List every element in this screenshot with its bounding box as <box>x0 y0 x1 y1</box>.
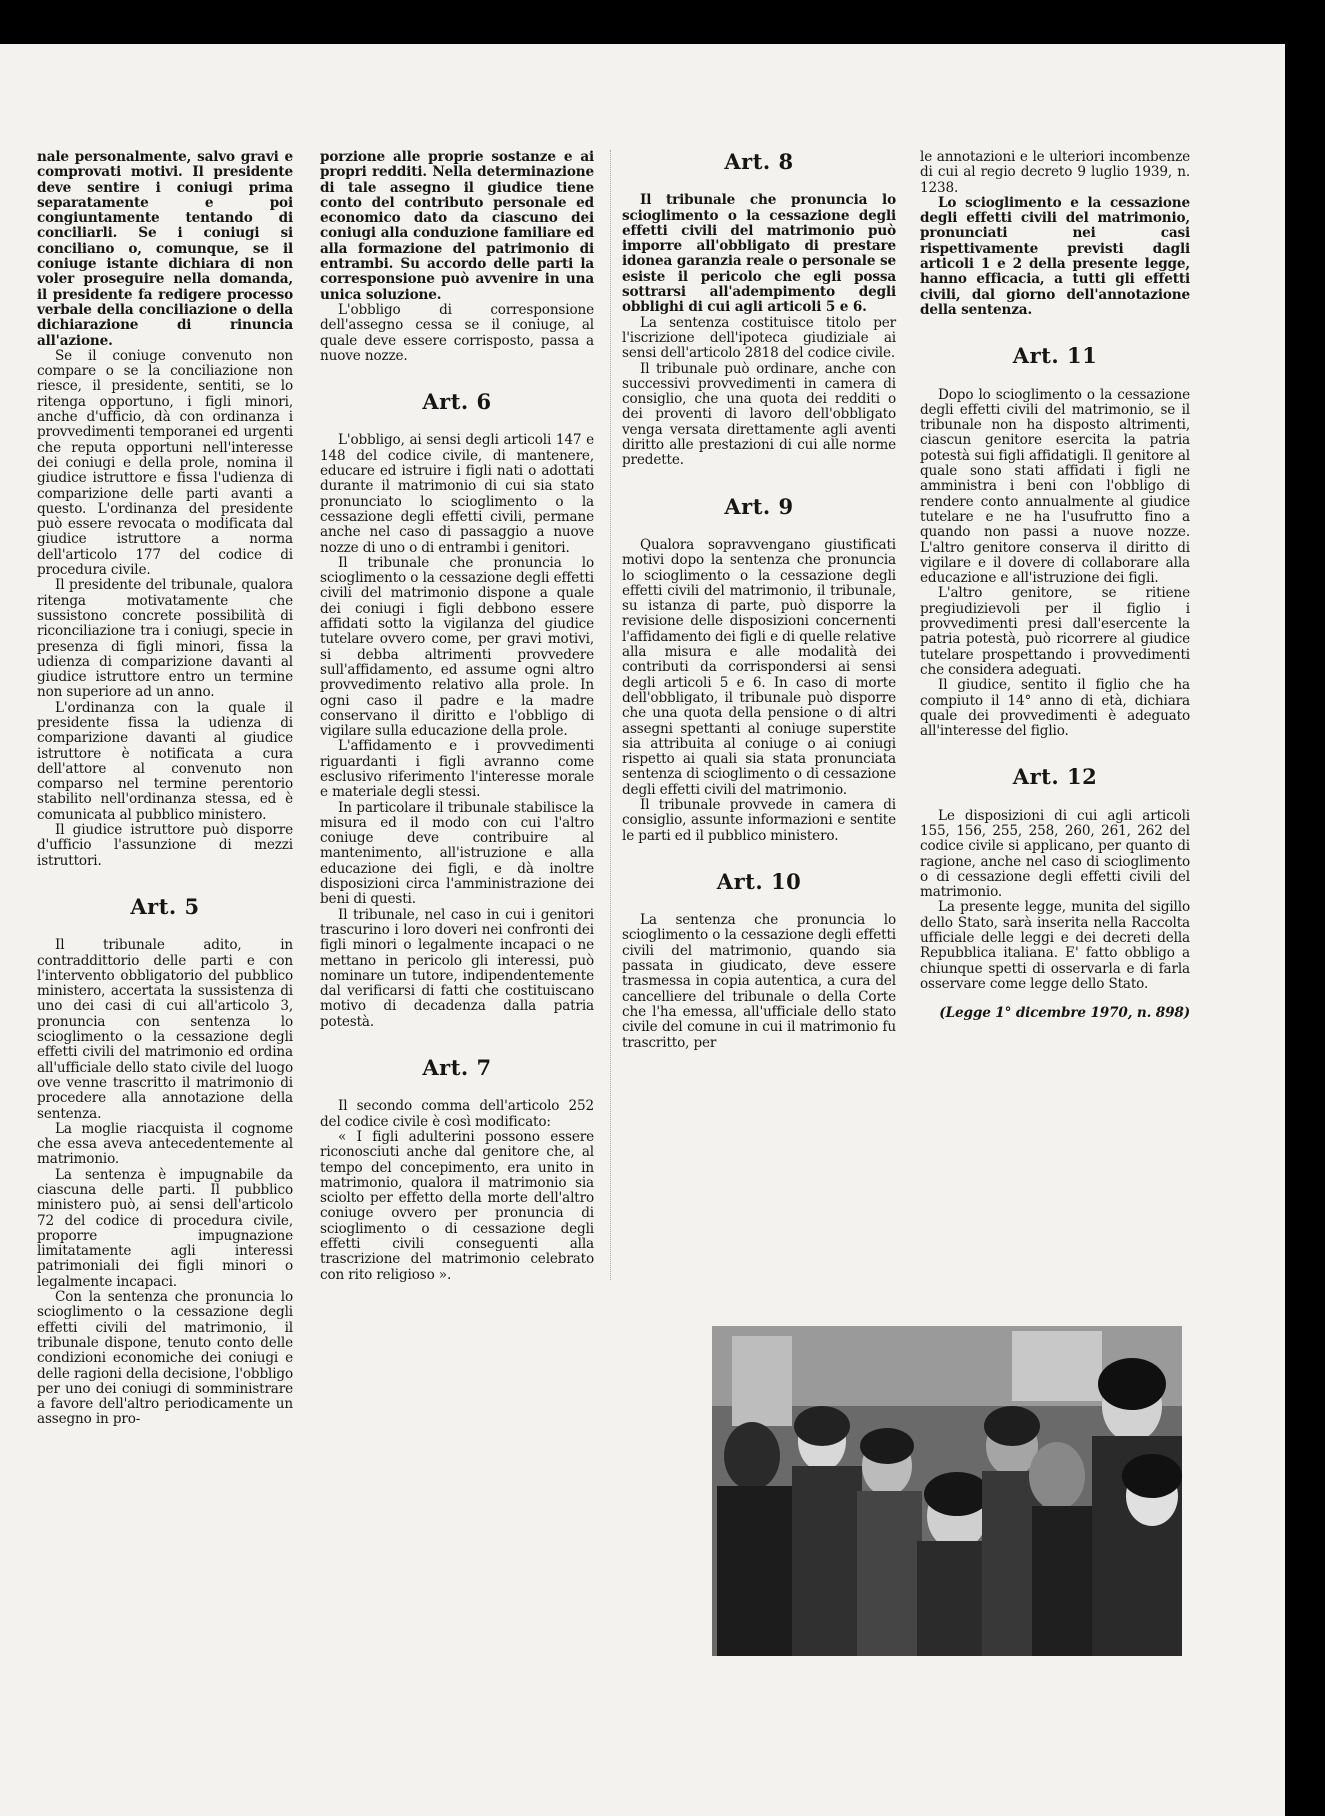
paragraph: Il presidente del tribunale, qualora ritenga motivatamente che sussistono concrete possibilità di riconciliazione tra i coniugi, specie in presenza di figli minori, fissa la udienza di comparizione davanti al giudice istruttore entro un termine non superiore ad un anno. <box>37 577 293 701</box>
text-column-2 <box>320 150 594 1283</box>
law-reference-caption: (Legge 1° dicembre 1970, n. 898) <box>939 1005 1190 1022</box>
protest-photo <box>712 1326 1182 1656</box>
paragraph: Lo scioglimento e la cessazione degli effetti civili del matrimonio, pronunciati nei casi rispettivamente previsti dagli articoli 1 e 2 della presente legge, hanno efficacia, a tutti gli effetti civili, dal giorno dell'annotazione della sentenza. <box>920 194 1190 318</box>
paragraph: Qualora sopravvengano giustificati motivi dopo la sentenza che pronuncia lo scioglimento o la cessazione degli effetti civili del matrimonio, il tribunale, su istanza di parte, può disporre la revisione delle disposizioni concernenti l'affidamento dei figli e di quelle relative alla misura e alle modalità dei contributi da corrispondersi ai sensi degli articoli 5 e 6. In caso di morte dell'obbligato, il tribunale può disporre che una quota della pensione o di altri assegni spettanti al coniuge superstite sia attribuita al coniuge o ai coniugi rispetto ai quali sia stata pronunciata sentenza di scioglimento o di cessazione degli effetti civili del matrimonio. <box>622 536 896 798</box>
article-heading: Art. 10 <box>716 868 802 894</box>
text-column-3 <box>622 150 896 1051</box>
paragraph: La sentenza che pronuncia lo scioglimento o la cessazione degli effetti civili del matrimonio, quando sia passata in giudicato, deve essere trasmessa in copia autentica, a cura del cancelliere del tribunale o della Corte che l'ha emessa, all'ufficiale dello stato civile del comune in cui il matrimonio fu trascritto, per <box>622 912 896 1051</box>
paragraph: In particolare il tribunale stabilisce la misura ed il modo con cui l'altro coniuge deve contribuire al mantenimento, all'istruzione e alla educazione dei figli, e dà inoltre disposizioni circa l'amministrazione dei beni di questi. <box>320 799 594 908</box>
paragraph: L'ordinanza con la quale il presidente fissa la udienza di comparizione davanti al giudice istruttore è notificata a cura dell'attore al convenuto non comparso nel termine perentorio stabilito nell'ordinanza stessa, ed è comunicata al pubblico ministero. <box>37 699 293 823</box>
paragraph: Il tribunale adito, in contraddittorio delle parti e con l'intervento obbligatorio del pubblico ministero, accertata la sussistenza di uno dei casi di cui all'articolo 3, pronuncia con sentenza lo scioglimento o la cessazione degli effetti civili del matrimonio ed ordina all'ufficiale dello stato civile del luogo ove venne trascritto il matrimonio di procedere alla annotazione della sentenza. <box>37 937 293 1122</box>
paragraph: Il giudice istruttore può disporre d'ufficio l'assunzione di mezzi istruttori. <box>37 822 293 869</box>
paragraph: nale personalmente, salvo gravi e comprovati motivi. Il presidente deve sentire i coniugi prima separatamente e poi congiuntamente tentando di conciliarli. Se i coniugi si conciliano o, comunque, se il coniuge istante dichiara di non voler proseguire nella domanda, il presidente fa redigere processo verbale della conciliazione o della dichiarazione di rinuncia all'azione. <box>37 149 293 349</box>
article-heading: Art. 9 <box>724 493 794 519</box>
article-heading: Art. 7 <box>422 1055 492 1081</box>
paragraph: Il tribunale che pronuncia lo scioglimento o la cessazione degli effetti civili del matrimonio dispone a quale dei coniugi i figli debbono essere affidati sotto la vigilanza del giudice tutelare ovvero come, per gravi motivi, si debba altrimenti provvedere sull'affidamento, ed assume ogni altro provvedimento relativo alla prole. In ogni caso il padre e la madre conservano il diritto e l'obbligo di vigilare sulla educazione della prole. <box>320 554 594 740</box>
paragraph: Il tribunale provvede in camera di consiglio, assunte informazioni e sentite le parti ed il pubblico ministero. <box>622 796 896 844</box>
paragraph: Il tribunale può ordinare, anche con successivi provvedimenti in camera di consiglio, che una quota dei redditi o dei proventi di lavoro dell'obbligato venga versata direttamente agli aventi diritto alle prestazioni di cui alle norme predette. <box>622 360 896 469</box>
paragraph: Dopo lo scioglimento o la cessazione degli effetti civili del matrimonio, se il tribunale non ha disposto altrimenti, ciascun genitore esercita la patria potestà sui figli affidatigli. Il genitore al quale sono stati affidati i figli ne amministra i beni con l'obbligo di rendere conto annualmente al giudice tutelare e ne ha l'usufrutto fino a quando non passi a nuove nozze. L'altro genitore conserva il diritto di vigilare e il dovere di collaborare alla educazione e all'istruzione dei figli. <box>920 386 1190 587</box>
text-column-1 <box>37 150 293 1428</box>
paragraph: La sentenza è impugnabile da ciascuna delle parti. Il pubblico ministero può, ai sensi dell'articolo 72 del codice di procedura civile, proporre impugnazione limitatamente agli interessi patrimoniali dei figli minori o legalmente incapaci. <box>37 1166 293 1290</box>
article-heading: Art. 12 <box>1012 764 1098 790</box>
paragraph: Il secondo comma dell'articolo 252 del codice civile è così modificato: <box>320 1098 594 1130</box>
paragraph: « I figli adulterini possono essere riconosciuti anche dal genitore che, al tempo del concepimento, era unito in matrimonio, qualora il matrimonio sia sciolto per effetto della morte dell'altro coniuge ovvero per pronuncia di scioglimento o di cessazione degli effetti civili conseguenti alla trascrizione del matrimonio celebrato con rito religioso ». <box>320 1128 594 1283</box>
article-heading: Art. 5 <box>130 893 200 919</box>
paragraph: La moglie riacquista il cognome che essa aveva antecedentemente al matrimonio. <box>37 1120 293 1168</box>
paragraph: Con la sentenza che pronuncia lo scioglimento o la cessazione degli effetti civili del matrimonio, il tribunale dispone, tenuto conto delle condizioni economiche dei coniugi e delle ragioni della decisione, l'obbligo per uno dei coniugi di somministrare a favore dell'altro periodicamente un assegno in pro- <box>37 1289 293 1428</box>
paragraph: Il giudice, sentito il figlio che ha compiuto il 14° anno di età, dichiara quale dei provvedimenti è adeguato all'interesse del figlio. <box>920 677 1190 740</box>
article-heading: Art. 11 <box>1012 343 1098 369</box>
paragraph: Se il coniuge convenuto non compare o se la conciliazione non riesce, il presidente, sentiti, se lo ritenga opportuno, i figli minori, anche d'ufficio, dà con ordinanza i provvedimenti temporanei ed urgenti che reputa opportuni nell'interesse dei coniugi e della prole, nomina il giudice istruttore e fissa l'udienza di comparizione delle parti avanti a questo. L'ordinanza del presidente può essere revocata o modificata dal giudice istruttore a norma dell'articolo 177 del codice di procedura civile. <box>37 347 293 579</box>
text-column-4 <box>920 150 1190 1022</box>
paragraph: L'affidamento e i provvedimenti riguardanti i figli avranno come esclusivo riferimento l'interesse morale e materiale degli stessi. <box>320 738 594 801</box>
column-divider <box>610 150 611 1280</box>
paragraph: Il tribunale, nel caso in cui i genitori trascurino i loro doveri nei confronti dei figli minori o legalmente incapaci o ne mettano in pericolo gli interessi, può nominare un tutore, indipendentemente dal verificarsi di fatti che costituiscano motivo di decadenza dalla patria potestà. <box>320 906 594 1030</box>
paragraph: La sentenza costituisce titolo per l'iscrizione dell'ipoteca giudiziale ai sensi dell'articolo 2818 del codice civile. <box>622 314 896 362</box>
right-black-border <box>1285 0 1325 1816</box>
article-heading: Art. 8 <box>724 149 794 174</box>
paragraph: le annotazioni e le ulteriori incombenze di cui al regio decreto 9 luglio 1939, n. 1238. <box>920 149 1190 196</box>
paragraph: L'obbligo, ai sensi degli articoli 147 e 148 del codice civile, di mantenere, educare ed istruire i figli nati o adottati durante il matrimonio di cui sia stato pronunciato lo scioglimento o la cessazione degli effetti civili, permane anche nel caso di passaggio a nuove nozze di uno o di entrambi i genitori. <box>320 432 594 556</box>
paragraph: L'obbligo di corresponsione dell'assegno cessa se il coniuge, al quale deve essere corrisposto, passa a nuove nozze. <box>320 301 594 364</box>
paragraph: L'altro genitore, se ritiene pregiudizievoli per il figlio i provvedimenti presi dall'esercente la patria potestà, può ricorrere al giudice tutelare prospettando i provvedimenti che considera adeguati. <box>920 585 1190 678</box>
paragraph: porzione alle proprie sostanze e ai propri redditi. Nella determinazione di tale assegno il giudice tiene conto del contributo personale ed economico dato da ciascuno dei coniugi alla conduzione familiare ed alla formazione del patrimonio di entrambi. Su accordo delle parti la corresponsione può avvenire in una unica soluzione. <box>320 149 594 303</box>
article-heading: Art. 6 <box>422 389 492 415</box>
paragraph: Il tribunale che pronuncia lo scioglimento o la cessazione degli effetti civili del matrimonio può imporre all'obbligato di prestare idonea garanzia reale o personale se esiste il pericolo che egli possa sottrarsi all'adempimento degli obblighi di cui agli articoli 5 e 6. <box>622 192 896 316</box>
top-black-border <box>0 0 1325 44</box>
paragraph: La presente legge, munita del sigillo dello Stato, sarà inserita nella Raccolta ufficiale delle leggi e dei decreti della Repubblica italiana. E' fatto obbligo a chiunque spetti di osservarla e di farla osservare come legge dello Stato. <box>920 899 1190 992</box>
paragraph: Le disposizioni di cui agli articoli 155, 156, 255, 258, 260, 261, 262 del codice civile si applicano, per quanto di ragione, anche nel caso di scioglimento o di cessazione degli effetti civili del matrimonio. <box>920 807 1190 901</box>
